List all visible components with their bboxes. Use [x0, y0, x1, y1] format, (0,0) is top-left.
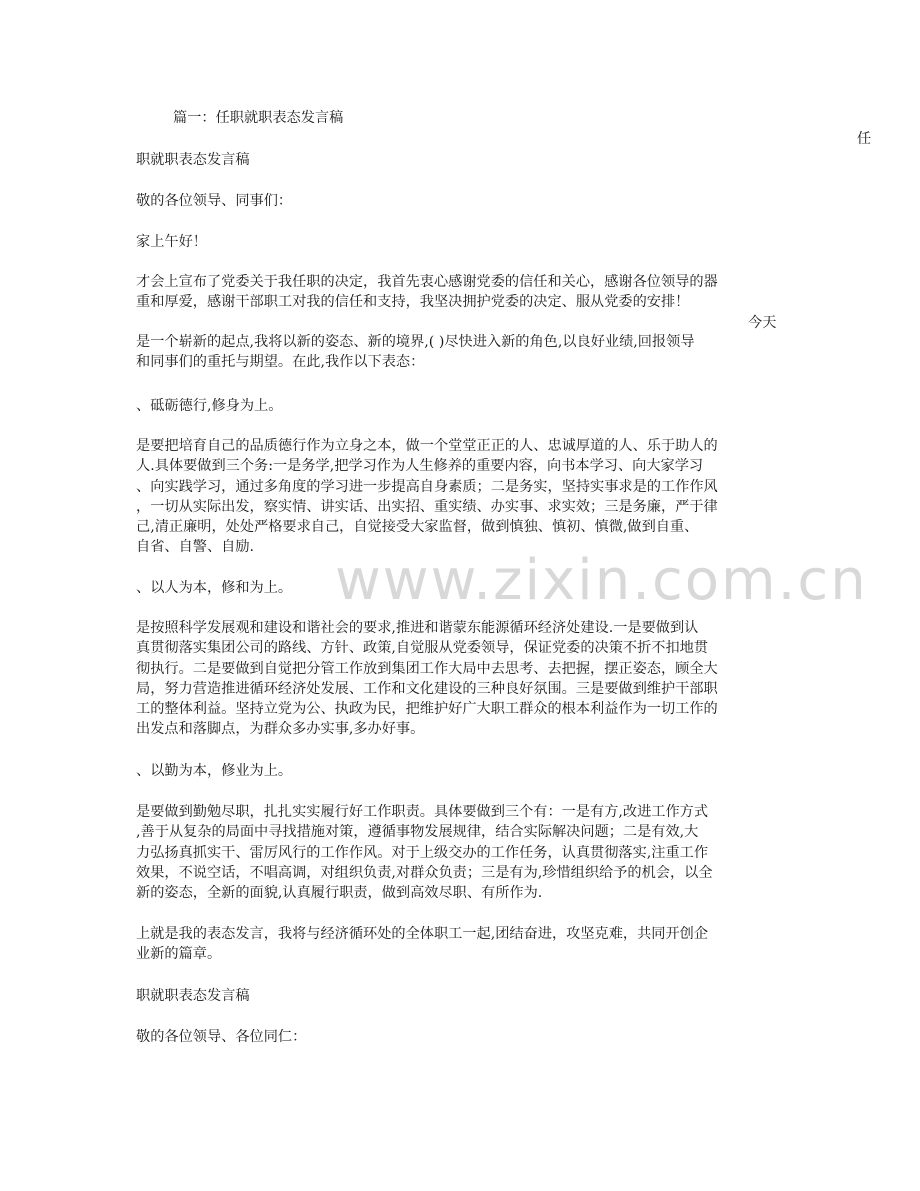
watermark: www.zixin.com.cn — [335, 548, 868, 613]
point-2-line: 彻执行。二是要做到自觉把分管工作放到集团工作大局中去思考、去把握，摆正姿态，顾全大 — [136, 660, 718, 677]
intro-line: 重和厚爱，感谢干部职工对我的信任和支持，我坚决拥护党委的决定、服从党委的安排！ — [136, 294, 690, 311]
corner-char: 任 — [857, 131, 872, 147]
point-3-line: ,善于从复杂的局面中寻找措施对策，遵循事物发展规律，结合实际解决问题；二是有效,大 — [136, 824, 699, 841]
point-3-line: 力弘扬真抓实干、雷厉风行的工作作风。对于上级交办的工作任务，认真贯彻落实,注重工作 — [136, 844, 709, 861]
point-3-paragraph — [136, 802, 786, 903]
point-2-line: 工的整体利益。坚持立党为公、执政为民，把维护好广大职工群众的根本利益作为一切工作的 — [136, 701, 718, 718]
intro-line: 才会上宣布了党委关于我任职的决定，我首先衷心感谢党委的信任和关心，感谢各位领导的器 — [136, 274, 718, 290]
point-1-line: 、向实践学习，通过多角度的学习进一步提高自身素质；二是务实，坚持实事求是的工作作风 — [136, 478, 718, 495]
start-line: 是一个崭新的起点,我将以新的姿态、新的境界,( )尽快进入新的角色,以良好业绩,回报领导 — [136, 334, 695, 350]
heading-1: 职就职表态发言稿 — [136, 152, 250, 168]
point-3-line: 效果，不说空话，不唱高调，对组织负责,对群众负责；三是有为,珍惜组织给予的机会，以全 — [136, 864, 713, 881]
point-2-line: 是按照科学发展观和建设和谐社会的要求,推进和谐蒙东能源循环经济处建设.一是要做到认 — [136, 620, 699, 636]
point-3-line: 新的姿态，全新的面貌,认真履行职责，做到高效尽职、有所作为. — [136, 885, 543, 902]
document-title: 篇一：任职就职表态发言稿 — [173, 110, 344, 126]
point-1-line: 人.具体要做到三个务:一是务学,把学习作为人生修养的重要内容，向书本学习、向大家学习 — [136, 458, 704, 475]
point-2-line: 局，努力营造推进循环经济处发展、工作和文化建设的三种良好氛围。三是要做到维护干部职 — [136, 680, 718, 697]
point-1-line: ，一切从实际出发，察实情、讲实话、出实招、重实绩、办实事、求实效；三是务廉，严于律 — [136, 498, 718, 515]
salutation-2: 敬的各位领导、各位同仁： — [136, 1029, 307, 1045]
heading-2: 职就职表态发言稿 — [136, 988, 250, 1004]
point-2-title: 、以人为本，修和为上。 — [136, 580, 293, 596]
greeting: 家上午好！ — [136, 234, 207, 250]
closing-paragraph — [136, 924, 786, 965]
point-2-line: 真贯彻落实集团公司的路线、方针、政策,自觉服从党委领导，保证党委的决策不折不扣地贯 — [136, 640, 709, 657]
salutation-1: 敬的各位领导、同事们： — [136, 193, 293, 209]
today-word: 今天 — [748, 315, 777, 331]
intro-paragraph — [136, 272, 786, 313]
point-3-line: 是要做到勤勉尽职，扎扎实实履行好工作职责。具体要做到三个有：一是有方,改进工作方式 — [136, 804, 709, 820]
closing-line: 上就是我的表态发言，我将与经济循环处的全体职工一起,团结奋进，攻坚克难，共同开创企 — [136, 926, 709, 942]
point-2-paragraph — [136, 618, 786, 740]
point-1-line: 自省、自警、自励. — [136, 539, 255, 556]
point-2-line: 出发点和落脚点，为群众多办实事,多办好事。 — [136, 721, 425, 738]
point-1-paragraph — [136, 436, 786, 558]
start-line: 和同事们的重托与期望。在此,我作以下表态： — [136, 354, 425, 371]
start-paragraph — [136, 332, 786, 373]
closing-line: 业新的篇章。 — [136, 946, 222, 963]
point-1-line: 是要把培育自己的品质德行作为立身之本，做一个堂堂正正的人、忠诚厚道的人、乐于助人的 — [136, 438, 718, 454]
point-1-line: 己,清正廉明，处处严格要求自己，自觉接受大家监督，做到慎独、慎初、慎微,做到自重、 — [136, 519, 699, 536]
point-3-title: 、以勤为本，修业为上。 — [136, 763, 293, 779]
point-1-title: 、砥砺德行,修身为上。 — [136, 398, 283, 414]
